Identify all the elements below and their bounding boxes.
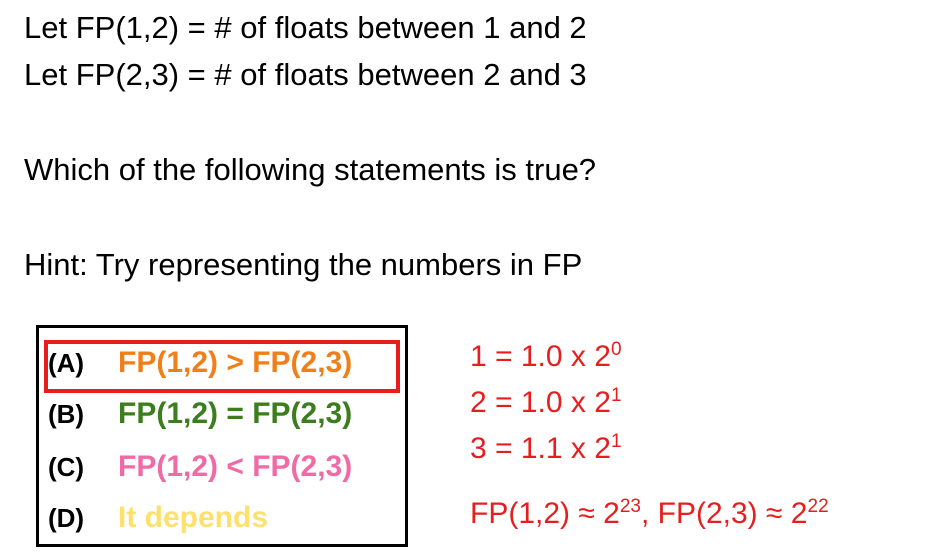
question-line-1: Let FP(1,2) = # of floats between 1 and 2	[24, 10, 587, 45]
note-fp23-exp: 22	[807, 496, 829, 517]
note-three-exp: 1	[610, 431, 622, 452]
option-d-letter: (D)	[48, 503, 85, 533]
note-fp-counts	[470, 497, 829, 531]
note-two-exp: 1	[610, 385, 622, 406]
option-a[interactable]	[48, 346, 352, 380]
note-three-base: 3 = 1.1 x 2	[470, 432, 611, 465]
note-fp12: FP(1,2) ≈ 2	[470, 497, 620, 530]
option-b-text: FP(1,2) = FP(2,3)	[118, 397, 353, 430]
option-b[interactable]	[48, 397, 352, 431]
option-c-text: FP(1,2) < FP(2,3)	[118, 450, 353, 483]
note-sep: ,	[640, 497, 658, 530]
option-a-text: FP(1,2) > FP(2,3)	[118, 346, 353, 379]
option-c-letter: (C)	[48, 452, 85, 482]
hint-text: Hint: Try representing the numbers in FP	[24, 247, 583, 282]
note-one-base: 1 = 1.0 x 2	[470, 340, 611, 373]
note-one-exp: 0	[610, 339, 622, 360]
option-b-letter: (B)	[48, 399, 85, 429]
option-d-text: It depends	[118, 501, 269, 534]
note-two	[470, 386, 622, 420]
note-two-base: 2 = 1.0 x 2	[470, 386, 611, 419]
question-prompt: Which of the following statements is true?	[24, 152, 597, 187]
question-line-2: Let FP(2,3) = # of floats between 2 and 3	[24, 57, 587, 92]
note-one	[470, 340, 622, 374]
note-fp12-exp: 23	[619, 496, 641, 517]
option-d[interactable]	[48, 501, 268, 535]
option-c[interactable]	[48, 450, 352, 484]
note-fp23: FP(2,3) ≈ 2	[657, 497, 808, 530]
note-three	[470, 432, 622, 466]
option-a-letter: (A)	[48, 348, 85, 378]
